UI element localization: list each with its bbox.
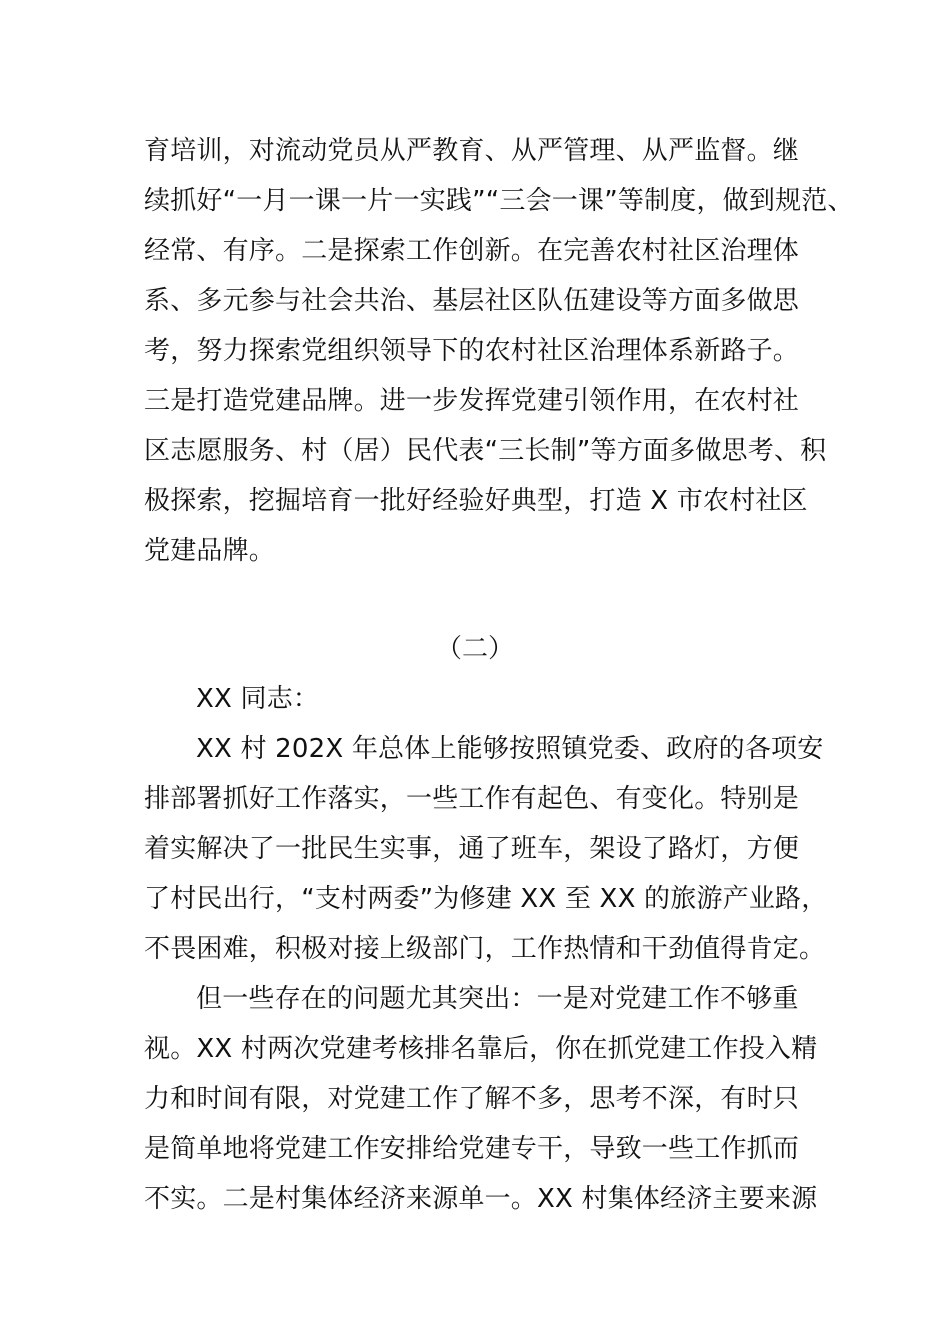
text-line: 力和时间有限，对党建工作了解不多，思考不深，有时只	[144, 1084, 800, 1114]
text-line: 育培训，对流动党员从严教育、从严管理、从严监督。继	[144, 136, 800, 166]
text-line: 续抓好“一月一课一片一实践”“三会一课”等制度，做到规范、	[144, 186, 854, 216]
text-line: 党建品牌。	[144, 536, 276, 566]
text-line: 视。XX 村两次党建考核排名靠后，你在抓党建工作投入精	[144, 1034, 818, 1064]
text-line: 着实解决了一批民生实事，通了班车，架设了路灯，方便	[144, 834, 800, 864]
text-line: 考，努力探索党组织领导下的农村社区治理体系新路子。	[144, 336, 800, 366]
section-heading: （二）	[435, 634, 514, 664]
text-line: 排部署抓好工作落实，一些工作有起色、有变化。特别是	[144, 784, 800, 814]
text-line: 了村民出行，“支村两委”为修建 XX 至 XX 的旅游产业路，	[144, 884, 828, 914]
text-line: XX 村 202X 年总体上能够按照镇党委、政府的各项安	[196, 734, 824, 764]
salutation: XX 同志：	[196, 684, 320, 714]
text-line: 不实。二是村集体经济来源单一。XX 村集体经济主要来源	[144, 1184, 818, 1214]
text-line: 三是打造党建品牌。进一步发挥党建引领作用，在农村社	[144, 386, 800, 416]
text-line: 系、多元参与社会共治、基层社区队伍建设等方面多做思	[144, 286, 800, 316]
text-line: 区志愿服务、村（居）民代表“三长制”等方面多做思考、积	[144, 436, 827, 466]
text-line: 不畏困难，积极对接上级部门，工作热情和干劲值得肯定。	[144, 934, 826, 964]
text-line: 经常、有序。二是探索工作创新。在完善农村社区治理体	[144, 236, 800, 266]
text-line: 但一些存在的问题尤其突出：一是对党建工作不够重	[196, 984, 799, 1014]
text-line: 极探索，挖掘培育一批好经验好典型，打造 X 市农村社区	[144, 486, 808, 516]
text-line: 是简单地将党建工作安排给党建专干，导致一些工作抓而	[144, 1134, 800, 1164]
